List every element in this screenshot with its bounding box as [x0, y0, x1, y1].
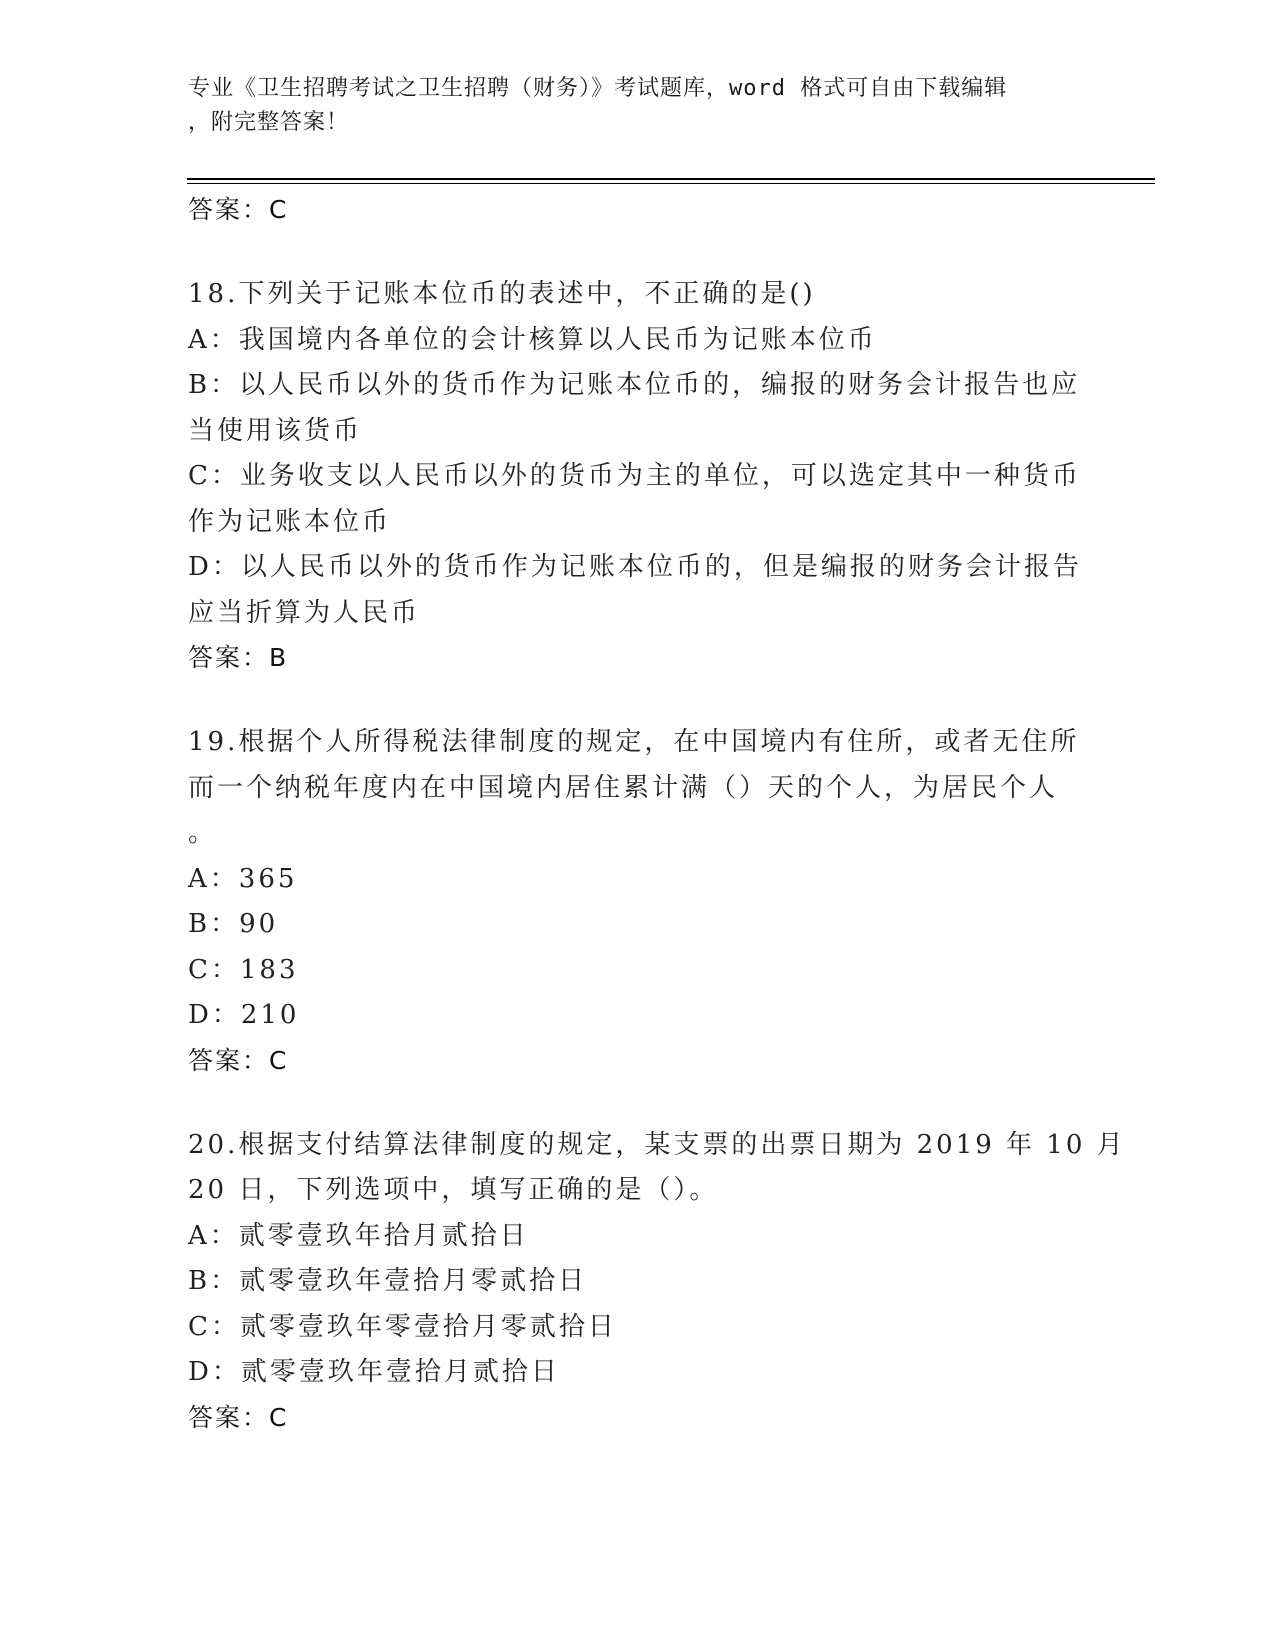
question-18-answer: 答案：B [188, 643, 289, 672]
question-18-option-d-cont: 应当折算为人民币 [188, 597, 421, 628]
question-18-option-a: A：我国境内各单位的会计核算以人民币为记账本位币 [188, 324, 877, 355]
question-19 [188, 720, 1088, 1083]
question-20-answer: 答案：C [188, 1402, 289, 1432]
question-19-option-a: A：365 [188, 863, 298, 894]
question-20-option-c: C：贰零壹玖年零壹拾月零贰拾日 [188, 1311, 617, 1342]
question-20-option-a: A：贰零壹玖年拾月贰拾日 [188, 1220, 529, 1251]
document-body [188, 188, 1126, 1440]
header-divider-thin [187, 183, 1155, 184]
question-20-stem-cont: 20 日，下列选项中，填写正确的是（）。 [188, 1175, 719, 1205]
question-18-option-b-cont: 当使用该货币 [188, 415, 363, 446]
question-18-option-d: D：以人民币以外的货币作为记账本位币的，但是编报的财务会计报告 [188, 552, 1082, 582]
question-19-answer: 答案：C [188, 1045, 289, 1075]
question-19-option-b: B：90 [188, 909, 279, 939]
question-20-stem: 20.根据支付结算法律制度的规定，某支票的出票日期为 2019 年 10 月 [188, 1129, 1126, 1160]
document-header [188, 72, 1088, 140]
question-20-option-b: B：贰零壹玖年壹拾月零贰拾日 [188, 1266, 588, 1296]
question-18-option-c: C：业务收支以人民币以外的货币为主的单位，可以选定其中一种货币 [188, 461, 1081, 491]
header-divider-thick [187, 178, 1155, 180]
question-18-option-c-cont: 作为记账本位币 [188, 506, 392, 537]
question-19-stem-end: 。 [188, 818, 218, 848]
question-18-option-b: B：以人民币以外的货币作为记账本位币的，编报的财务会计报告也应 [188, 370, 1081, 400]
header-line-1: 专业《卫生招聘考试之卫生招聘（财务）》考试题库，word 格式可自由下载编辑 [188, 76, 1008, 101]
question-19-stem: 19.根据个人所得税法律制度的规定，在中国境内有住所，或者无住所 [188, 727, 1080, 757]
question-19-option-c: C：183 [188, 954, 299, 985]
question-20 [188, 1123, 1126, 1440]
question-19-stem-cont: 而一个纳税年度内在中国境内居住累计满（）天的个人，为居民个人 [188, 772, 1059, 803]
question-18 [188, 272, 1088, 680]
question-20-option-d: D：贰零壹玖年壹拾月贰拾日 [188, 1357, 560, 1387]
question-19-option-d: D：210 [188, 1000, 300, 1030]
previous-answer: 答案：C [188, 195, 289, 224]
header-line-2: ，附完整答案！ [188, 110, 350, 135]
question-18-stem: 18.下列关于记账本位币的表述中，不正确的是() [188, 279, 816, 309]
